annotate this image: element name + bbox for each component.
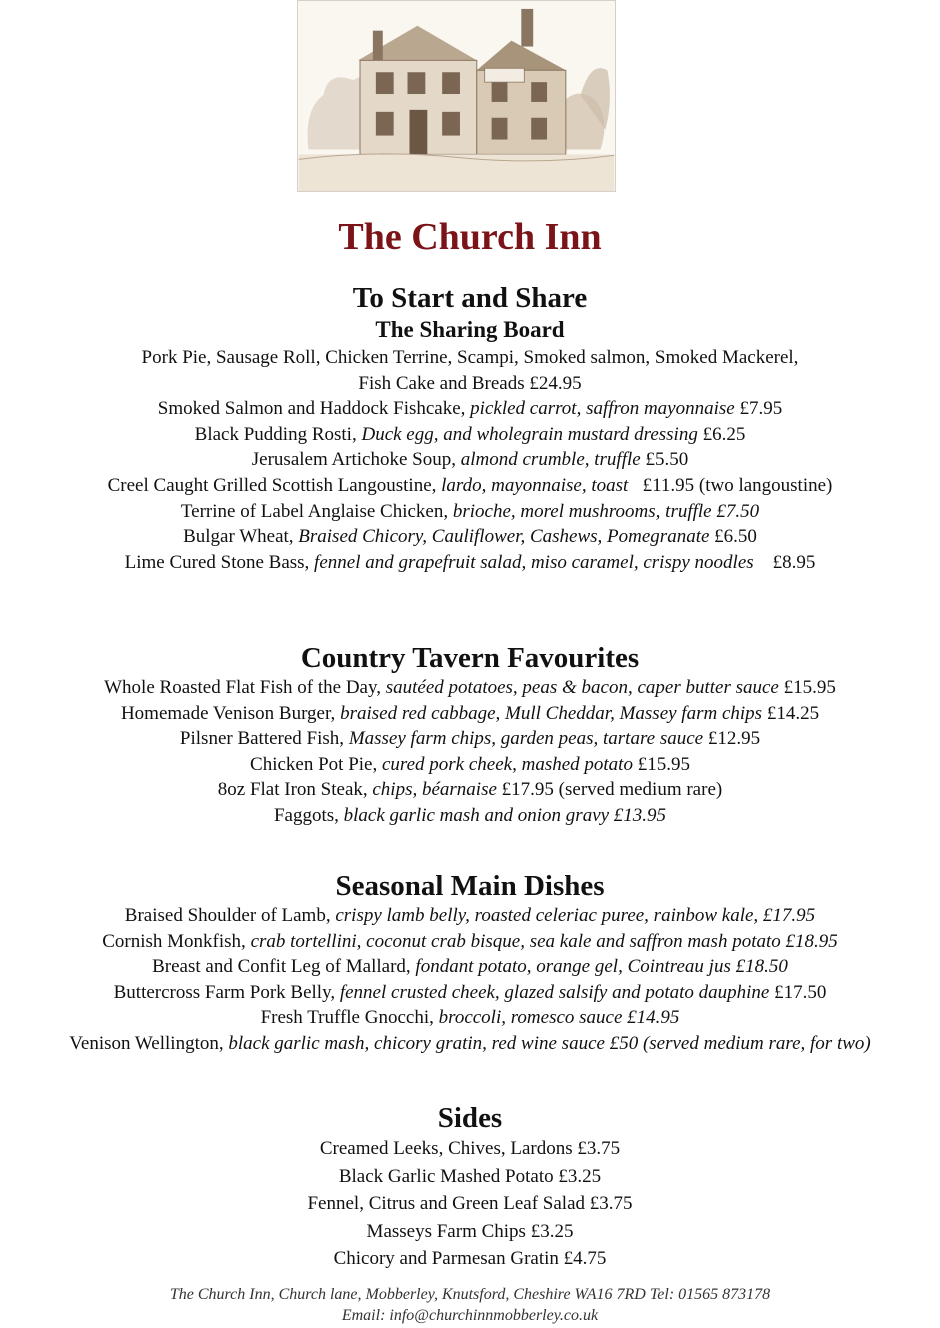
menu-item-description: fennel crusted cheek, glazed salsify and potato dauphine — [339, 981, 775, 1003]
footer-email: Email: info@churchinnmobberley.co.uk — [341, 1307, 599, 1324]
menu-item-price: £11.95 (two langoustine) — [633, 474, 833, 496]
menu-item — [0, 473, 940, 499]
menu-item — [0, 726, 940, 752]
menu-item-list — [0, 345, 940, 575]
menu-item-description: chips, béarnaise — [372, 779, 502, 801]
menu-item-description: Massey farm chips, garden peas, tartare sauce — [348, 728, 708, 750]
menu-item-price: £5.50 — [645, 449, 689, 471]
restaurant-title: The Church Inn — [338, 216, 602, 258]
section-sides — [0, 1101, 940, 1273]
menu-item-price: £7.95 — [739, 398, 783, 420]
menu-item-description: crispy lamb belly, roasted celeriac puree, rainbow kale, £17.95 — [335, 905, 816, 926]
menu-item-list — [0, 1135, 940, 1273]
menu-item-description: braised red cabbage, Mull Cheddar, Massey farm chips — [340, 702, 767, 724]
menu-item-description: brioche, morel mushrooms, truffle £7.50 — [452, 500, 760, 522]
section-seasonal-main-dishes — [0, 869, 940, 1057]
footer-address: The Church Inn, Church lane, Mobberley, Knutsford, Cheshire WA16 7RD Tel: 01565 873178 — [169, 1286, 771, 1303]
menu-item — [0, 929, 940, 955]
menu-item — [0, 803, 940, 829]
menu-item — [0, 422, 940, 448]
section-heading: Country Tavern Favourites — [300, 642, 640, 674]
menu-item-name: Smoked Salmon and Haddock Fishcake, — [157, 398, 471, 420]
menu-item-name: 8oz Flat Iron Steak, — [217, 779, 373, 801]
menu-item-name: Cornish Monkfish, — [102, 930, 251, 952]
menu-item-name: Pork Pie, Sausage Roll, Chicken Terrine, Scampi, Smoked salmon, Smoked Mackerel, — [141, 347, 799, 368]
menu-item-name: Fresh Truffle Gnocchi, — [260, 1007, 439, 1029]
side-item: Chicory and Parmesan Gratin £4.75 — [333, 1248, 607, 1270]
menu-item-description: fennel and grapefruit salad, miso caramel, crispy noodles — [314, 551, 759, 573]
menu-item-description: black garlic mash, chicory gratin, red wine sauce £50 (served medium rare, for two) — [228, 1032, 871, 1054]
menu-item — [0, 371, 940, 397]
section-heading: Sides — [437, 1102, 503, 1134]
menu-item-description: crab tortellini, coconut crab bisque, sea kale and saffron mash potato £18.95 — [250, 930, 838, 952]
section-heading: Seasonal Main Dishes — [335, 870, 605, 902]
menu-item-description: Duck egg, and wholegrain mustard dressing — [361, 423, 703, 445]
menu-item-name: Breast and Confit Leg of Mallard, — [152, 956, 416, 978]
menu-item-name: Lime Cured Stone Bass, — [124, 551, 315, 573]
menu-item — [0, 675, 940, 701]
menu-item — [0, 499, 940, 525]
menu-item — [0, 752, 940, 778]
menu-item-name: Chicken Pot Pie, — [250, 753, 382, 775]
menu-item — [0, 954, 940, 980]
side-item: Creamed Leeks, Chives, Lardons £3.75 — [319, 1138, 621, 1159]
menu-item-name: Homemade Venison Burger, — [120, 702, 341, 724]
menu-item-name: Buttercross Farm Pork Belly, — [113, 981, 340, 1003]
menu-item-name: Whole Roasted Flat Fish of the Day, — [104, 677, 386, 698]
menu-item-name: Black Pudding Rosti, — [194, 423, 362, 445]
menu-item-name: Fish Cake and Breads — [358, 372, 530, 394]
section-subheading: The Sharing Board — [375, 317, 565, 342]
side-item: Fennel, Citrus and Green Leaf Salad £3.75 — [307, 1193, 633, 1215]
menu-item-price: £8.95 — [758, 551, 816, 573]
menu-item-description: almond crumble, truffle — [460, 449, 646, 471]
menu-item-description: black garlic mash and onion gravy £13.95 — [343, 804, 667, 826]
menu-item-list — [0, 675, 940, 829]
menu-item-description: sautéed potatoes, peas & bacon, caper butter sauce — [385, 677, 784, 698]
section-heading: To Start and Share — [352, 282, 588, 314]
menu-item — [0, 447, 940, 473]
menu-item-name: Terrine of Label Anglaise Chicken, — [180, 500, 453, 522]
menu-item-name: Bulgar Wheat, — [183, 526, 299, 548]
side-item: Masseys Farm Chips £3.25 — [366, 1220, 574, 1242]
menu-item-description: lardo, mayonnaise, toast — [441, 474, 634, 496]
menu-item — [0, 550, 940, 576]
menu-item-description: fondant potato, orange gel, Cointreau jus £18.50 — [415, 956, 788, 978]
menu-item — [0, 903, 940, 929]
menu-item-name: Jerusalem Artichoke Soup, — [251, 449, 461, 471]
menu-item-description: pickled carrot, saffron mayonnaise — [470, 398, 740, 420]
menu-item — [0, 980, 940, 1006]
menu-item-description: Braised Chicory, Cauliflower, Cashews, Pomegranate — [298, 526, 715, 548]
menu-item-price: £12.95 — [707, 728, 761, 750]
menu-item-name: Pilsner Battered Fish, — [179, 728, 349, 750]
footer — [0, 1284, 940, 1326]
menu-item-price: £6.25 — [702, 423, 746, 445]
menu-item-name: Creel Caught Grilled Scottish Langoustine, — [107, 474, 442, 496]
menu-item — [0, 524, 940, 550]
menu-item-price: £6.50 — [714, 526, 757, 548]
section-country-tavern-favourites — [0, 641, 940, 829]
menu-item-name: Braised Shoulder of Lamb, — [124, 905, 336, 926]
menu-item — [0, 396, 940, 422]
menu-item — [0, 1031, 940, 1057]
menu-item — [0, 1005, 940, 1031]
menu-item-price: £14.25 — [766, 702, 820, 724]
menu-item-price: £17.95 (served medium rare) — [501, 779, 723, 801]
side-item: Black Garlic Mashed Potato £3.25 — [338, 1165, 602, 1187]
menu-item-name: Venison Wellington, — [69, 1032, 229, 1054]
section-to-start-and-share — [0, 281, 940, 575]
menu-item-description: cured pork cheek, mashed potato — [381, 753, 638, 775]
menu-item-price: £24.95 — [529, 372, 582, 394]
menu-item-price: £15.95 — [783, 677, 836, 698]
menu-item-description: broccoli, romesco sauce £14.95 — [438, 1007, 680, 1029]
menu-item — [0, 345, 940, 371]
inn-sketch-image — [297, 0, 616, 192]
menu-item-name: Faggots, — [273, 804, 344, 826]
menu-item — [0, 701, 940, 727]
menu-item-price: £17.50 — [774, 981, 827, 1003]
menu-item — [0, 777, 940, 803]
menu-item-list — [0, 903, 940, 1057]
menu-item-price: £15.95 — [637, 753, 690, 775]
